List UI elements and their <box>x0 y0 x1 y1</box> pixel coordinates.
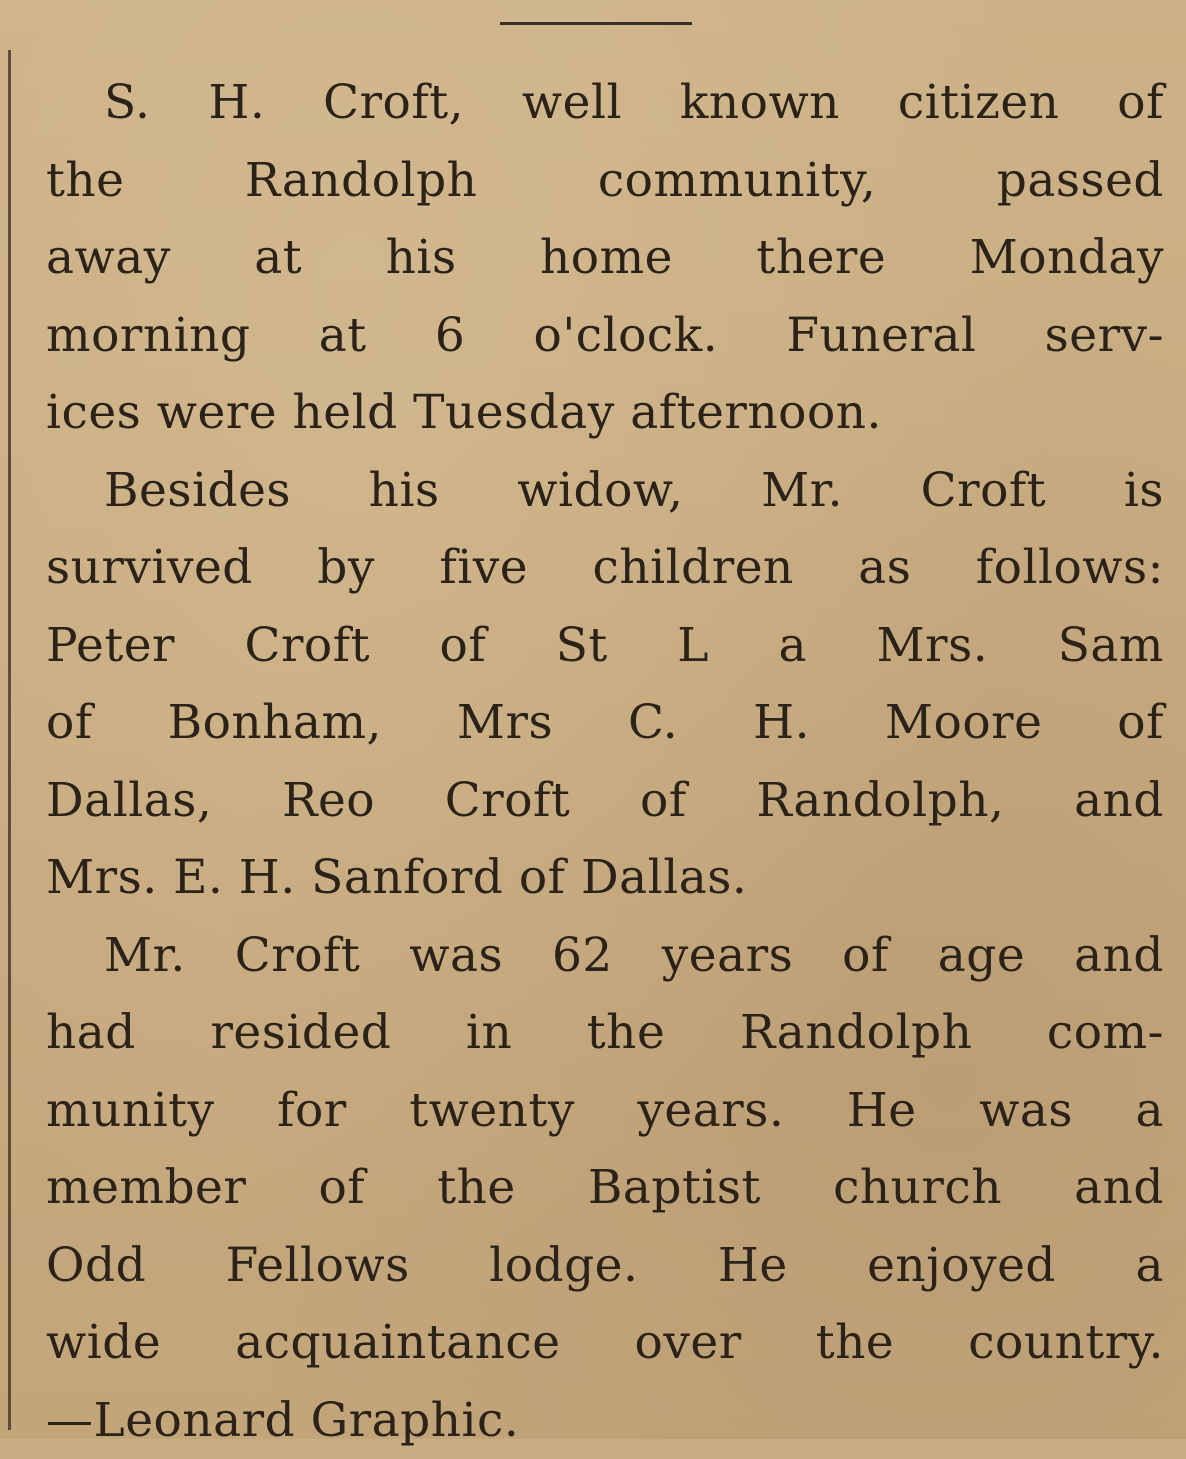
article-line: away at his home there Monday <box>46 219 1164 297</box>
article-line: wide acquaintance over the country. <box>46 1304 1164 1382</box>
article-line: Odd Fellows lodge. He enjoyed a <box>46 1227 1164 1305</box>
article-line: S. H. Croft, well known citizen of <box>46 64 1164 142</box>
article-line: of Bonham, Mrs C. H. Moore of <box>46 684 1164 762</box>
article-line: the Randolph community, passed <box>46 142 1164 220</box>
article-line: Dallas, Reo Croft of Randolph, and <box>46 762 1164 840</box>
article-line: Besides his widow, Mr. Croft is <box>46 452 1164 530</box>
section-divider-rule <box>500 22 692 25</box>
article-line: morning at 6 o'clock. Funeral serv- <box>46 297 1164 375</box>
article-signature: —Leonard Graphic. <box>46 1382 1164 1459</box>
article-line: member of the Baptist church and <box>46 1149 1164 1227</box>
article-line: had resided in the Randolph com- <box>46 994 1164 1072</box>
article-line: Peter Croft of St L a Mrs. Sam <box>46 607 1164 685</box>
column-rule <box>8 50 11 1430</box>
article-line: munity for twenty years. He was a <box>46 1072 1164 1150</box>
article-line: Mrs. E. H. Sanford of Dallas. <box>46 839 1164 917</box>
article-line: survived by five children as follows: <box>46 529 1164 607</box>
article-line: Mr. Croft was 62 years of age and <box>46 917 1164 995</box>
obituary-article <box>46 64 1164 1459</box>
article-line: ices were held Tuesday afternoon. <box>46 374 1164 452</box>
